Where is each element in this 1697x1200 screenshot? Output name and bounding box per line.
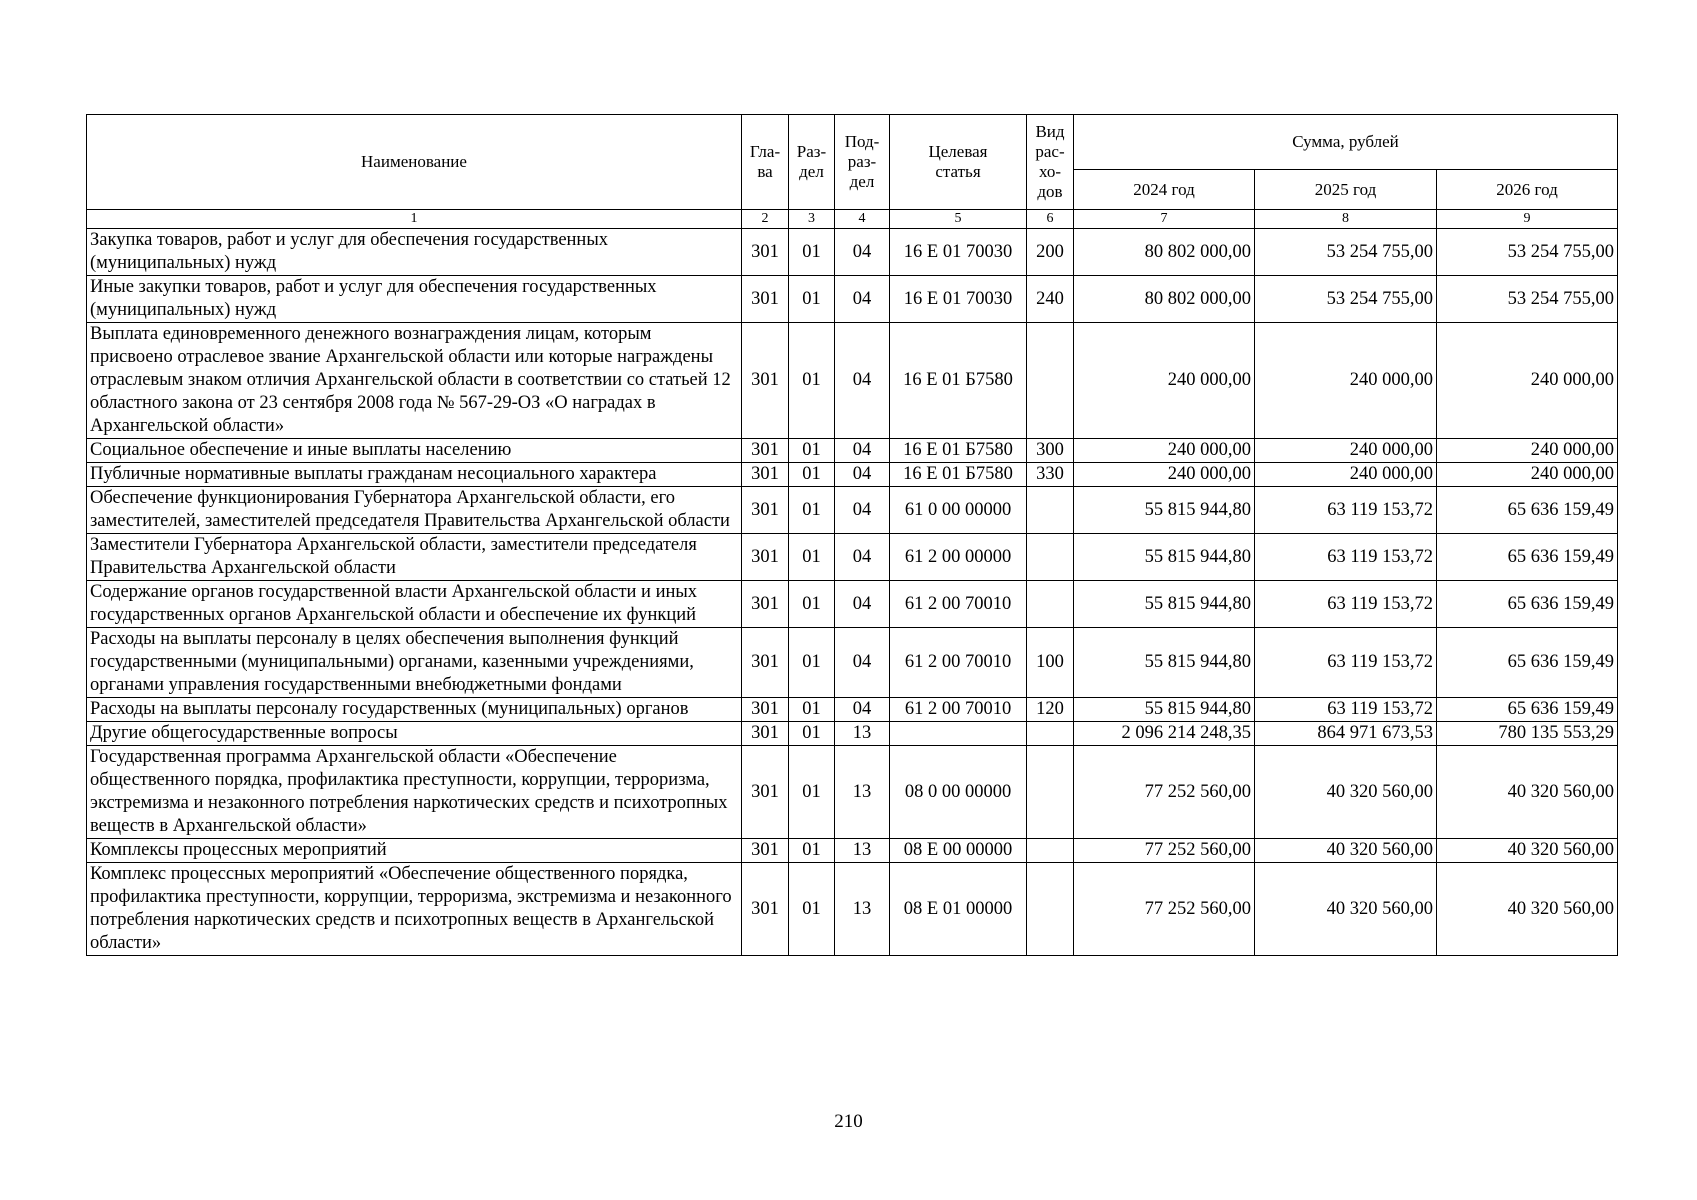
table-row <box>87 534 1618 581</box>
row-podrazdel: 04 <box>835 487 890 534</box>
row-celevaya-statya: 61 2 00 00000 <box>890 534 1027 581</box>
row-vid-rashodov <box>1027 534 1074 581</box>
row-sum-2026: 53 254 755,00 <box>1437 229 1618 276</box>
row-sum-2025: 63 119 153,72 <box>1255 698 1437 722</box>
row-vid-rashodov: 120 <box>1027 698 1074 722</box>
row-sum-2024: 77 252 560,00 <box>1074 839 1255 863</box>
row-sum-2026: 65 636 159,49 <box>1437 581 1618 628</box>
row-celevaya-statya: 16 Е 01 Б7580 <box>890 439 1027 463</box>
column-number: 9 <box>1437 210 1618 229</box>
row-sum-2025: 63 119 153,72 <box>1255 628 1437 698</box>
row-sum-2026: 240 000,00 <box>1437 439 1618 463</box>
table-row <box>87 439 1618 463</box>
row-vid-rashodov: 330 <box>1027 463 1074 487</box>
row-sum-2025: 63 119 153,72 <box>1255 487 1437 534</box>
table-row <box>87 323 1618 439</box>
column-numbers-row <box>87 210 1618 229</box>
row-name: Государственная программа Архангельской области «Обеспечение общественного порядка, профилактика преступности, коррупции, терроризма, экстремизма и незаконного потребления наркотических средств и психотропных веществ в Архангельской области» <box>87 746 742 839</box>
row-celevaya-statya: 61 2 00 70010 <box>890 698 1027 722</box>
row-podrazdel: 04 <box>835 463 890 487</box>
row-sum-2026: 240 000,00 <box>1437 323 1618 439</box>
row-celevaya-statya: 16 Е 01 Б7580 <box>890 463 1027 487</box>
header-name: Наименование <box>87 115 742 210</box>
row-vid-rashodov <box>1027 839 1074 863</box>
table-row <box>87 722 1618 746</box>
row-name: Заместители Губернатора Архангельской области, заместители председателя Правительства Архангельской области <box>87 534 742 581</box>
table-row <box>87 628 1618 698</box>
row-podrazdel: 04 <box>835 276 890 323</box>
row-vid-rashodov: 200 <box>1027 229 1074 276</box>
table-row <box>87 746 1618 839</box>
row-razdel: 01 <box>789 439 835 463</box>
row-name: Комплексы процессных мероприятий <box>87 839 742 863</box>
table-row <box>87 487 1618 534</box>
row-vid-rashodov <box>1027 487 1074 534</box>
row-sum-2026: 65 636 159,49 <box>1437 698 1618 722</box>
row-celevaya-statya: 16 Е 01 70030 <box>890 229 1027 276</box>
row-vid-rashodov <box>1027 746 1074 839</box>
header-year-2025: 2025 год <box>1255 170 1437 210</box>
row-glava: 301 <box>742 746 789 839</box>
row-glava: 301 <box>742 439 789 463</box>
column-number: 2 <box>742 210 789 229</box>
budget-table <box>86 114 1618 956</box>
header-year-2026: 2026 год <box>1437 170 1618 210</box>
row-sum-2026: 53 254 755,00 <box>1437 276 1618 323</box>
row-vid-rashodov <box>1027 863 1074 956</box>
row-sum-2025: 63 119 153,72 <box>1255 534 1437 581</box>
row-name: Закупка товаров, работ и услуг для обеспечения государственных (муниципальных) нужд <box>87 229 742 276</box>
row-razdel: 01 <box>789 229 835 276</box>
column-number: 3 <box>789 210 835 229</box>
row-podrazdel: 13 <box>835 839 890 863</box>
table-row <box>87 581 1618 628</box>
column-number: 8 <box>1255 210 1437 229</box>
column-number: 6 <box>1027 210 1074 229</box>
header-razdel: Раз- дел <box>789 115 835 210</box>
row-sum-2026: 40 320 560,00 <box>1437 839 1618 863</box>
header-podrazdel: Под- раз- дел <box>835 115 890 210</box>
row-razdel: 01 <box>789 534 835 581</box>
row-celevaya-statya: 61 2 00 70010 <box>890 581 1027 628</box>
table-row <box>87 276 1618 323</box>
row-name: Социальное обеспечение и иные выплаты населению <box>87 439 742 463</box>
row-podrazdel: 04 <box>835 229 890 276</box>
row-sum-2025: 864 971 673,53 <box>1255 722 1437 746</box>
row-sum-2025: 40 320 560,00 <box>1255 839 1437 863</box>
row-razdel: 01 <box>789 323 835 439</box>
row-glava: 301 <box>742 863 789 956</box>
row-sum-2024: 55 815 944,80 <box>1074 698 1255 722</box>
row-podrazdel: 13 <box>835 863 890 956</box>
row-razdel: 01 <box>789 463 835 487</box>
header-summa: Сумма, рублей <box>1074 115 1618 170</box>
row-celevaya-statya <box>890 722 1027 746</box>
row-podrazdel: 04 <box>835 698 890 722</box>
row-vid-rashodov: 100 <box>1027 628 1074 698</box>
row-celevaya-statya: 08 0 00 00000 <box>890 746 1027 839</box>
row-razdel: 01 <box>789 487 835 534</box>
row-name: Расходы на выплаты персоналу государственных (муниципальных) органов <box>87 698 742 722</box>
row-sum-2026: 65 636 159,49 <box>1437 487 1618 534</box>
row-vid-rashodov <box>1027 581 1074 628</box>
row-glava: 301 <box>742 581 789 628</box>
row-razdel: 01 <box>789 722 835 746</box>
row-name: Содержание органов государственной власти Архангельской области и иных государственных органов Архангельской области и обеспечение их функций <box>87 581 742 628</box>
row-sum-2026: 40 320 560,00 <box>1437 863 1618 956</box>
row-sum-2025: 40 320 560,00 <box>1255 746 1437 839</box>
row-celevaya-statya: 08 Е 01 00000 <box>890 863 1027 956</box>
table-row <box>87 463 1618 487</box>
row-name: Расходы на выплаты персоналу в целях обеспечения выполнения функций государственными (муниципальными) органами, казенными учреждениями, органами управления государственными внебюджетными фондами <box>87 628 742 698</box>
row-sum-2024: 240 000,00 <box>1074 323 1255 439</box>
row-glava: 301 <box>742 463 789 487</box>
column-number: 5 <box>890 210 1027 229</box>
row-glava: 301 <box>742 229 789 276</box>
row-razdel: 01 <box>789 581 835 628</box>
row-glava: 301 <box>742 698 789 722</box>
column-number: 4 <box>835 210 890 229</box>
row-sum-2026: 40 320 560,00 <box>1437 746 1618 839</box>
row-sum-2025: 40 320 560,00 <box>1255 863 1437 956</box>
row-podrazdel: 04 <box>835 628 890 698</box>
row-sum-2026: 240 000,00 <box>1437 463 1618 487</box>
row-celevaya-statya: 61 0 00 00000 <box>890 487 1027 534</box>
row-glava: 301 <box>742 534 789 581</box>
row-celevaya-statya: 08 Е 00 00000 <box>890 839 1027 863</box>
row-podrazdel: 04 <box>835 581 890 628</box>
row-vid-rashodov <box>1027 323 1074 439</box>
row-glava: 301 <box>742 722 789 746</box>
row-razdel: 01 <box>789 863 835 956</box>
row-sum-2025: 240 000,00 <box>1255 439 1437 463</box>
row-sum-2024: 240 000,00 <box>1074 439 1255 463</box>
page-number: 210 <box>834 1111 863 1132</box>
row-sum-2026: 65 636 159,49 <box>1437 628 1618 698</box>
header-celevaya-statya: Целевая статья <box>890 115 1027 210</box>
row-sum-2024: 80 802 000,00 <box>1074 276 1255 323</box>
row-sum-2024: 55 815 944,80 <box>1074 628 1255 698</box>
header-year-2024: 2024 год <box>1074 170 1255 210</box>
row-razdel: 01 <box>789 746 835 839</box>
row-podrazdel: 13 <box>835 746 890 839</box>
row-name: Обеспечение функционирования Губернатора Архангельской области, его заместителей, заместителей председателя Правительства Архангельской области <box>87 487 742 534</box>
column-number: 7 <box>1074 210 1255 229</box>
row-razdel: 01 <box>789 698 835 722</box>
table-row <box>87 839 1618 863</box>
row-name: Комплекс процессных мероприятий «Обеспечение общественного порядка, профилактика преступности, коррупции, терроризма, экстремизма и незаконного потребления наркотических средств и психотропных веществ в Архангельской области» <box>87 863 742 956</box>
row-sum-2026: 65 636 159,49 <box>1437 534 1618 581</box>
row-vid-rashodov: 300 <box>1027 439 1074 463</box>
row-sum-2026: 780 135 553,29 <box>1437 722 1618 746</box>
row-celevaya-statya: 61 2 00 70010 <box>890 628 1027 698</box>
row-sum-2024: 77 252 560,00 <box>1074 863 1255 956</box>
row-razdel: 01 <box>789 839 835 863</box>
row-podrazdel: 04 <box>835 323 890 439</box>
column-number: 1 <box>87 210 742 229</box>
row-vid-rashodov <box>1027 722 1074 746</box>
row-celevaya-statya: 16 Е 01 70030 <box>890 276 1027 323</box>
row-name: Иные закупки товаров, работ и услуг для обеспечения государственных (муниципальных) нужд <box>87 276 742 323</box>
row-sum-2024: 240 000,00 <box>1074 463 1255 487</box>
row-name: Другие общегосударственные вопросы <box>87 722 742 746</box>
row-sum-2024: 80 802 000,00 <box>1074 229 1255 276</box>
row-sum-2025: 240 000,00 <box>1255 323 1437 439</box>
row-glava: 301 <box>742 839 789 863</box>
row-razdel: 01 <box>789 628 835 698</box>
row-podrazdel: 04 <box>835 439 890 463</box>
row-glava: 301 <box>742 276 789 323</box>
row-sum-2025: 53 254 755,00 <box>1255 229 1437 276</box>
row-sum-2024: 55 815 944,80 <box>1074 581 1255 628</box>
header-glava: Гла- ва <box>742 115 789 210</box>
row-sum-2025: 53 254 755,00 <box>1255 276 1437 323</box>
row-sum-2025: 240 000,00 <box>1255 463 1437 487</box>
row-podrazdel: 13 <box>835 722 890 746</box>
row-name: Выплата единовременного денежного вознаграждения лицам, которым присвоено отраслевое звание Архангельской области или которые награждены отраслевым знаком отличия Архангельской области в соответствии со статьей 12 областного закона от 23 сентября 2008 года № 567-29-ОЗ «О наградах в Архангельской области» <box>87 323 742 439</box>
row-name: Публичные нормативные выплаты гражданам несоциального характера <box>87 463 742 487</box>
row-sum-2025: 63 119 153,72 <box>1255 581 1437 628</box>
row-glava: 301 <box>742 323 789 439</box>
row-razdel: 01 <box>789 276 835 323</box>
row-sum-2024: 77 252 560,00 <box>1074 746 1255 839</box>
row-sum-2024: 2 096 214 248,35 <box>1074 722 1255 746</box>
row-sum-2024: 55 815 944,80 <box>1074 487 1255 534</box>
row-celevaya-statya: 16 Е 01 Б7580 <box>890 323 1027 439</box>
row-glava: 301 <box>742 487 789 534</box>
table-row <box>87 229 1618 276</box>
row-vid-rashodov: 240 <box>1027 276 1074 323</box>
row-sum-2024: 55 815 944,80 <box>1074 534 1255 581</box>
row-podrazdel: 04 <box>835 534 890 581</box>
header-vid-rashodov: Вид рас- хо- дов <box>1027 115 1074 210</box>
table-row <box>87 698 1618 722</box>
table-row <box>87 863 1618 956</box>
row-glava: 301 <box>742 628 789 698</box>
